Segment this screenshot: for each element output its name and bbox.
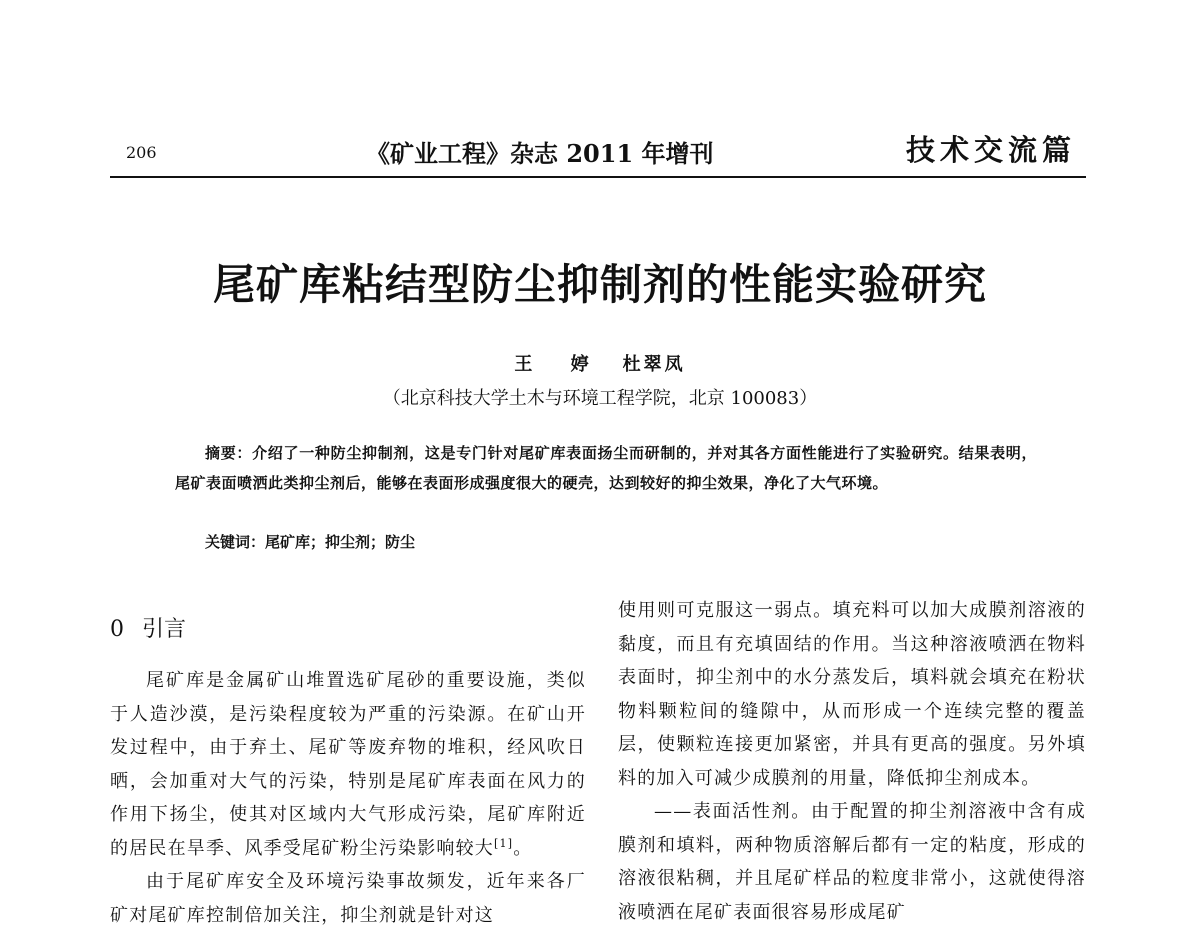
journal-header: 《矿业工程》杂志 2011 年增刊 (366, 139, 714, 168)
affiliation: （北京科技大学土木与环境工程学院，北京 100083） (382, 388, 818, 409)
section-tag: 技术交流篇 (906, 133, 1077, 167)
section-heading (110, 610, 586, 650)
header-rule (110, 176, 1086, 178)
citation-ref: [1] (494, 836, 514, 850)
author-line (0, 350, 1200, 376)
right-column (618, 594, 1086, 929)
author-1: 王 婷 (514, 354, 605, 375)
paragraph: 由于尾矿库安全及环境污染事故频发，近年来各厂矿对尾矿库控制倍加关注，抑尘剂就是针对这 (110, 871, 586, 926)
keywords-text: 尾矿库；抑尘剂；防尘 (265, 533, 416, 551)
section-title: 引言 (142, 617, 187, 642)
author-2: 杜翠凤 (622, 354, 686, 375)
abstract (175, 438, 1037, 498)
paragraph-text: 尾矿库是金属矿山堆置选矿尾砂的重要设施，类似于人造沙漠，是污染程度较为严重的污染源。在矿山开发过程中，由于弃土、尾矿等废弃物的堆积，经风吹日晒，会加重对大气的污染，特别是尾矿库表面在风力的作用下扬尘，使其对区域内大气形成污染，尾矿库附近的居民在旱季、风季受尾矿粉尘污染影响较大 (110, 670, 586, 859)
paragraph (110, 664, 586, 865)
paragraph: ——表面活性剂。由于配置的抑尘剂溶液中含有成膜剂和填料，两种物质溶解后都有一定的粘度，形成的溶液很粘稠，并且尾矿样品的粒度非常小，这就使得溶液喷洒在尾矿表面很容易形成尾矿 (618, 801, 1086, 923)
left-column (110, 610, 586, 932)
keywords-label: 关键词： (205, 533, 266, 551)
article-title: 尾矿库粘结型防尘抑制剂的性能实验研究 (212, 260, 987, 309)
page-number: 206 (126, 143, 157, 162)
keywords (205, 531, 415, 552)
abstract-text: 介绍了一种防尘抑制剂，这是专门针对尾矿库表面扬尘而研制的，并对其各方面性能进行了实验研究。结果表明，尾矿表面喷洒此类抑尘剂后，能够在表面形成强度很大的硬壳，达到较好的抑尘效果，净化了大气环境。 (175, 444, 1037, 492)
abstract-label: 摘要： (205, 444, 253, 462)
paragraph-end: 。 (513, 837, 533, 859)
paragraph: 使用则可克服这一弱点。填充料可以加大成膜剂溶液的黏度，而且有充填固结的作用。当这种溶液喷洒在物料表面时，抑尘剂中的水分蒸发后，填料就会填充在粉状物料颗粒间的缝隙中，从而形成一个连续完整的覆盖层，使颗粒连接更加紧密，并具有更高的强度。另外填料的加入可减少成膜剂的用量，降低抑尘剂成本。 (618, 600, 1086, 789)
section-number: 0 (110, 617, 124, 642)
